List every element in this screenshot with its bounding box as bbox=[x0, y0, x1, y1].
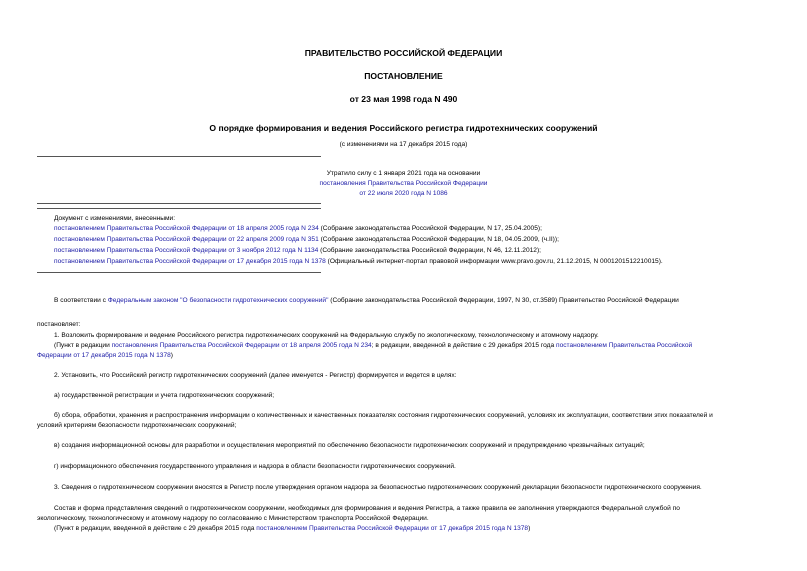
amendment-item: постановлением Правительства Российской Федерации от 17 декабря 2015 года N 1378 (Официальный интернет-портал правовой информации www.pravo.gov.ru, 21.12.2015, N 0001201512210015). bbox=[54, 258, 663, 265]
amendment-item: постановлением Правительства Российской Федерации от 3 ноября 2012 года N 1134 (Собрание законодательства Российской Федерации, N 46, 12.11.2012); bbox=[54, 247, 541, 254]
paragraph-4-note: (Пункт в редакции, введенной в действие с 29 декабря 2015 года постановлением Правительства Российской Федерации от 17 декабря 2015 года N 1378) bbox=[54, 525, 531, 532]
amendment-link[interactable]: постановлением Правительства Российской Федерации от 17 декабря 2015 года N 1378 bbox=[54, 258, 326, 265]
paragraph-4: Состав и форма представления сведений о гидротехническом сооружении, необходимых для формирования и ведения Регистра, а также правила ее заполнения утверждаются Федеральной службой по bbox=[54, 505, 680, 512]
invalid-notice-link[interactable]: постановления Правительства Российской Федерации bbox=[319, 180, 488, 187]
government-heading: ПРАВИТЕЛЬСТВО РОССИЙСКОЙ ФЕДЕРАЦИИ bbox=[304, 48, 503, 58]
amendment-item: постановлением Правительства Российской Федерации от 18 апреля 2005 года N 234 (Собрание законодательства Российской Федерации, N 17, 25.04.2005); bbox=[54, 225, 542, 232]
amendment-link[interactable]: постановления Правительства Российской Федерации от 18 апреля 2005 года N 234 bbox=[111, 342, 372, 349]
paragraph-4-cont: экологическому, технологическому и атомному надзору по согласованию с Министерством транспорта Российской Федерации. bbox=[37, 515, 429, 522]
amendment-link[interactable]: постановлением Правительства Российской Федерации от 18 апреля 2005 года N 234 bbox=[54, 225, 319, 232]
document-title: О порядке формирования и ведения Российского регистра гидротехнических сооружений bbox=[209, 123, 598, 133]
paragraph-1-note-cont: Федерации от 17 декабря 2015 года N 1378) bbox=[37, 352, 173, 359]
amendment-item: постановлением Правительства Российской Федерации от 22 апреля 2009 года N 351 (Собрание законодательства Российской Федерации, N 18, 04.05.2009, (ч.II)); bbox=[54, 236, 559, 243]
amendment-link[interactable]: постановлением Правительства Российской bbox=[556, 342, 693, 349]
subparagraph-g: г) информационного обеспечения государственного управления и надзора в области безопасности гидротехнических сооружений. bbox=[54, 463, 456, 470]
intro-paragraph: В соответствии с Федеральным законом "О безопасности гидротехнических сооружений" (Собрание законодательства Российской Федерации, 1997, N 30, ст.3589) Правительство Российской Федерации bbox=[54, 297, 679, 304]
amendments-heading: Документ с изменениями, внесенными: bbox=[54, 215, 176, 222]
paragraph-3: 3. Сведения о гидротехническом сооружении вносятся в Регистр после утверждения органом надзора за безопасностью гидротехнических сооружений декларации безопасности гидротехнического сооружения. bbox=[54, 484, 702, 491]
amendment-link[interactable]: постановлением Правительства Российской Федерации от 17 декабря 2015 года N 1378 bbox=[256, 525, 529, 532]
invalid-notice-link-date[interactable]: от 22 июля 2020 года N 1086 bbox=[359, 190, 448, 197]
paragraph-1-note: (Пункт в редакции постановления Правительства Российской Федерации от 18 апреля 2005 года N 234; в редакции, введенной в действие с 29 декабря 2015 года постановлением Правительства Российской bbox=[54, 342, 693, 349]
subparagraph-v: в) создания информационной основы для разработки и осуществления мероприятий по обеспечению безопасности гидротехнических сооружений и предупреждению чрезвычайных ситуаций; bbox=[54, 442, 645, 449]
divider bbox=[37, 203, 321, 204]
federal-law-link[interactable]: Федеральным законом "О безопасности гидротехнических сооружений" bbox=[107, 297, 329, 304]
paragraph-2: 2. Установить, что Российский регистр гидротехнических сооружений (далее именуется - Регистр) формируется и ведется в целях: bbox=[54, 372, 457, 379]
document-date-number: от 23 мая 1998 года N 490 bbox=[349, 94, 458, 104]
subparagraph-b-cont: условий критериям безопасности гидротехнических сооружений; bbox=[37, 422, 237, 429]
resolves-text: постановляет: bbox=[37, 321, 81, 328]
paragraph-1: 1. Возложить формирование и ведение Российского регистра гидротехнических сооружений на Федеральную службу по экологическому, технологическому и атомному надзору. bbox=[54, 332, 599, 339]
amendment-link[interactable]: Федерации от 17 декабря 2015 года N 1378 bbox=[37, 352, 171, 359]
subparagraph-a: а) государственной регистрации и учета гидротехнических сооружений; bbox=[54, 392, 275, 399]
changes-note: (с изменениями на 17 декабря 2015 года) bbox=[339, 141, 468, 148]
divider bbox=[37, 272, 321, 273]
divider bbox=[37, 156, 321, 157]
subparagraph-b: б) сбора, обработки, хранения и распространения информации о количественных и качественных показателях состояния гидротехнических сооружений, условиях их эксплуатации, соответствии этих показателей и bbox=[54, 412, 713, 419]
document-type: ПОСТАНОВЛЕНИЕ bbox=[364, 71, 443, 81]
divider bbox=[37, 208, 321, 209]
amendment-link[interactable]: постановлением Правительства Российской Федерации от 22 апреля 2009 года N 351 bbox=[54, 236, 319, 243]
amendment-link[interactable]: постановлением Правительства Российской Федерации от 3 ноября 2012 года N 1134 bbox=[54, 247, 319, 254]
invalid-notice-text: Утратило силу с 1 января 2021 года на основании bbox=[326, 170, 481, 177]
